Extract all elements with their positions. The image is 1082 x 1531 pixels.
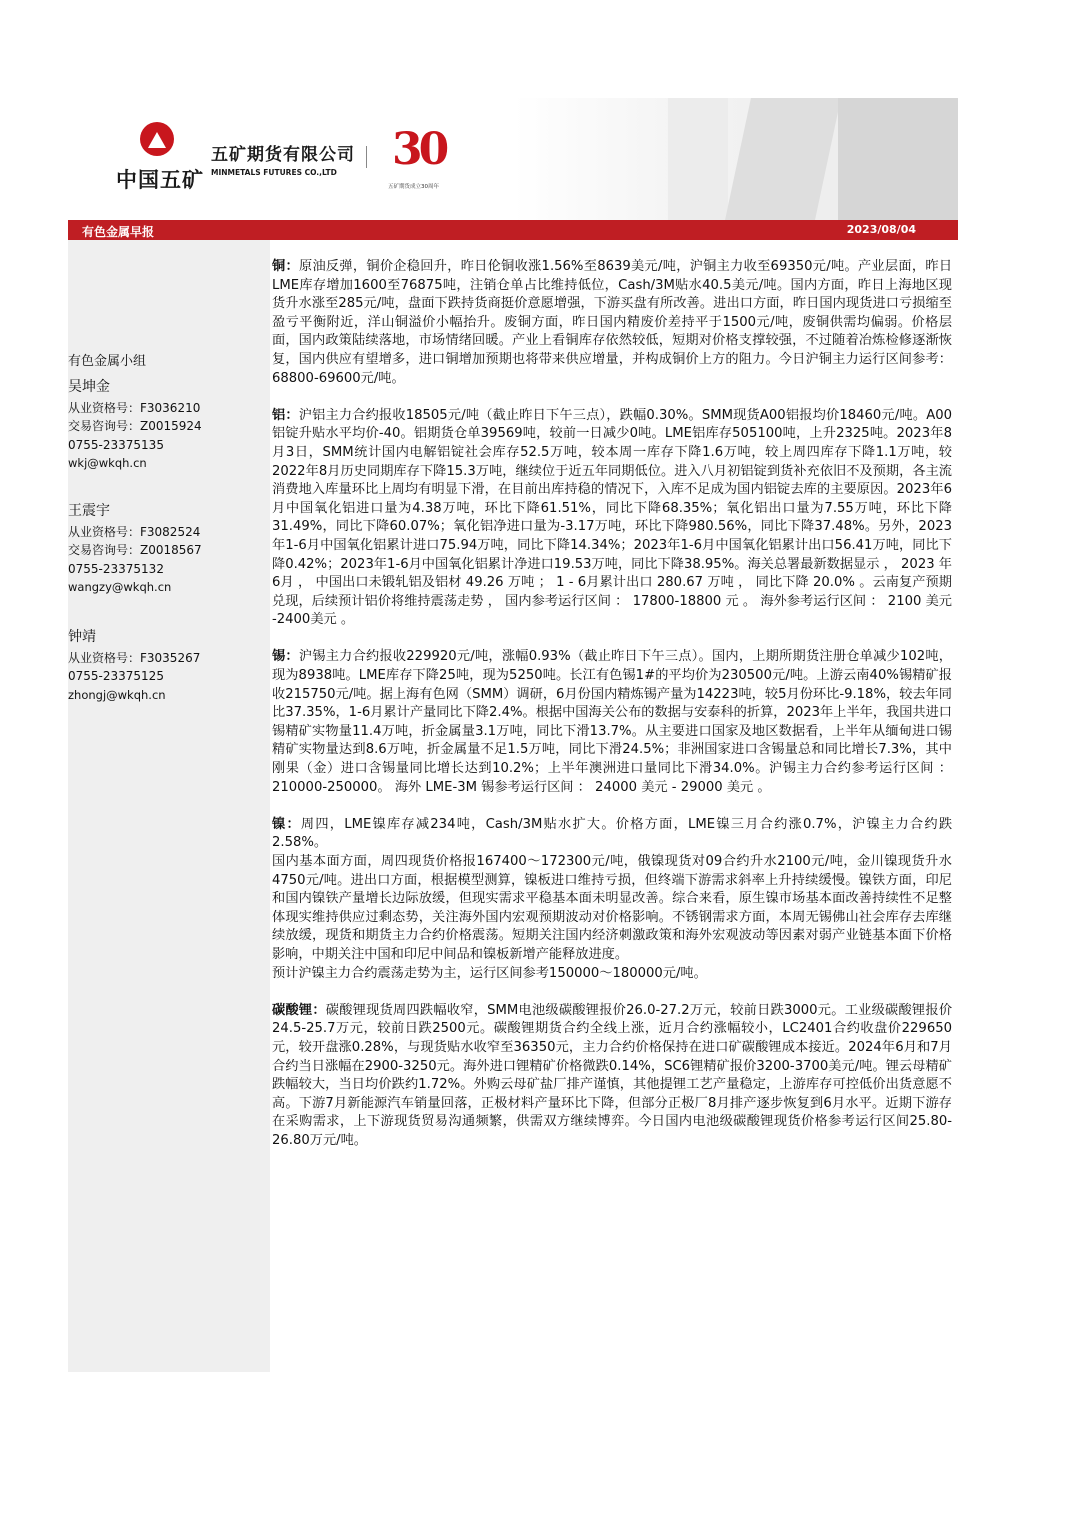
building-graphic [725, 98, 841, 220]
section-text: 预计沪镍主力合约震荡走势为主，运行区间参考150000～180000元/吨。 [272, 965, 707, 981]
analyst-phone: 0755-23375132 [68, 561, 164, 576]
section-heading: 碳酸锂： [272, 1002, 326, 1018]
analyst-name: 王震宇 [68, 503, 110, 519]
section-heading: 铝： [272, 407, 299, 423]
nickel-section [272, 816, 952, 983]
anniversary-logo [388, 120, 450, 200]
report-date: 2023/08/04 [846, 223, 916, 236]
section-text: 沪锡主力合约报收229920元/吨，涨幅0.93%（截止昨日下午三点）。国内，上期所期货注册仓单减少102吨，现为8938吨。LME库存下降25吨，现为5250吨。长江有色锡1#的平均价为230500元/吨。上游云南40%锡精矿报收215750元/吨。据上海有色网（SMM）调研，6月份国内精炼锡产量为14223吨，较5月份环比-9.18%，较去年同比37.35%，1-6月累计产量同比下降2.4%。根据中国海关公布的数据与安泰科的折算，2023年上半年，我国共进口锡精矿实物量11.4万吨，折金属量3.1万吨，同比下滑13.7%。从主要进口国家及地区数据看，上半年从缅甸进口锡精矿实物量达到8.6万吨，折金属量不足1.5万吨，同比下滑24.5%；非洲国家进口含锡量总和同比增长7.3%，其中刚果（金）进口含锡量同比增长达到10.2%；上半年澳洲进口量同比下滑34.0%。沪锡主力合约参考运行区间 ： 210000-250000。 海外 LME-3M 锡参考运行区间 ： 24000 美元 - 29000 美元 。 [272, 649, 952, 795]
report-header [68, 98, 958, 220]
analyst-email: zhongj@wkqh.cn [68, 687, 166, 702]
section-heading: 铜： [272, 259, 299, 274]
section-text: 原油反弹，铜价企稳回升，昨日伦铜收涨1.56%至8639美元/吨，沪铜主力收至69350元/吨。产业层面，昨日LME库存增加1600至76875吨，注销仓单占比维持低位，Cash/3M贴水40.5美元/吨。国内方面，昨日上海地区现货升水涨至285元/吨，盘面下跌持货商挺价意愿增强，下游买盘有所改善。进出口方面，昨日国内现货进口亏损缩至盈亏平衡附近，洋山铜溢价小幅抬升。废铜方面，昨日国内精废价差持平于1500元/吨，废铜供需均偏弱。价格层面，国内政策陆续落地，市场情绪回暖。产业上看铜库存依然较低，短期对价格支撑较强，不过随着冶炼检修逐渐恢复，国内供应有望增多，进口铜增加预期也将带来供应增量，并构成铜价上方的阻力。今日沪铜主力运行区间参考：68800-69600元/吨。 [272, 259, 953, 386]
section-heading: 锡： [272, 649, 299, 665]
analyst-sidebar [68, 240, 270, 1372]
analyst-phone: 0755-23375135 [68, 437, 164, 452]
building-graphic [668, 98, 728, 220]
report-title: 有色金属早报 [82, 225, 155, 239]
report-body [272, 258, 952, 1169]
section-text: 国内基本面方面，周四现货价格报167400～172300元/吨，俄镍现货对09合约升水2100元/吨，金川镍现货升水4750元/吨。进出口方面，根据模型测算，镍板进口维持亏损，但终端下游需求斜率上升持续缓慢。镍铁方面，印尼和国内镍铁产量增长边际放缓，但现实需求平稳基本面未明显改善。综合来看，原生镍市场基本面改善持续性不足整体现实维持供应过剩态势，关注海外国内宏观预期波动对价格影响。不锈钢需求方面，本周无锡佛山社会库存去库继续放缓，现货和期货主力合约价格震荡。短期关注国内经济刺激政策和海外宏观波动等因素对弱产业链基本面下价格影响，中期关注中国和印尼中间品和镍板新增产能释放进度。 [272, 854, 952, 962]
company-logo [211, 140, 355, 177]
analyst-card [68, 378, 202, 473]
analyst-name: 吴坤金 [68, 379, 110, 395]
analyst-qualification: 从业资格号：F3082524 [68, 524, 201, 539]
analyst-email: wkj@wkqh.cn [68, 456, 147, 470]
team-name: 有色金属小组 [68, 354, 147, 369]
section-text: 沪铝主力合约报收18505元/吨（截止昨日下午三点），跌幅0.30%。SMM现货A00铝报均价18460元/吨。A00铝锭升贴水平均价-40。铝期货仓单39569吨，较前一日减少0吨。LME铝库存505100吨，上升2325吨。2023年8月3日，SMM统计国内电解铝锭社会库存52.5万吨，较本周一库存下降1.6万吨，较上周四库存下降1.1万吨，较2022年8月历史同期库存下降15.3万吨，继续位于近五年同期低位。进入八月初铝锭到货补充依旧不及预期，各主流消费地入库量环比上周均有明显下滑，在目前出库持稳的情况下，入库不足成为国内铝锭去库的主要原因。2023年6月中国氧化铝进口量为4.38万吨，环比下降61.51%，同比下降68.35%；氧化铝出口量为7.55万吨，环比下降31.49%，同比下降60.07%；氧化铝净进口量为-3.17万吨，环比下降980.56%，同比下降37.48%。另外，2023年1-6月中国氧化铝累计进口75.94万吨，同比下降14.34%；2023年1-6月中国氧化铝累计出口56.41万吨，同比下降0.42%；2023年1-6月中国氧化铝累计净进口19.53万吨，同比下降38.95%。海关总署最新数据显示 ， 2023 年6月 ， 中国出口未锻轧铝及铝材 49.26 万吨 ； 1 - 6月累计出口 280.67 万吨 ， 同比下降 20.0% 。云南复产预期兑现，后续预计铝价将维持震荡走势 ， 国内参考运行区间 ： 17800-18800 元 。 海外参考运行区间 ： 2100 美元 -2400美元 。 [272, 407, 953, 628]
anniversary-number: 30 [392, 124, 446, 175]
analyst-investment-number: 交易咨询号：Z0018567 [68, 543, 202, 557]
report-title-bar [68, 220, 958, 240]
analyst-name: 钟靖 [68, 629, 96, 645]
analyst-investment-number: 交易咨询号：Z0015924 [68, 419, 202, 433]
lithium-carbonate-section [272, 1002, 952, 1151]
anniversary-caption: 五矿期货成立30周年 [388, 184, 439, 190]
analyst-qualification: 从业资格号：F3036210 [68, 400, 201, 415]
analyst-phone: 0755-23375125 [68, 669, 164, 683]
group-logo-text: 中国五矿 [116, 168, 204, 192]
company-name-en: MINMETALS FUTURES CO.,LTD [211, 168, 337, 177]
section-heading: 镍： [272, 816, 301, 832]
section-text: 周四，LME镍库存减234吨，Cash/3M贴水扩大。价格方面，LME镍三月合约涨0.7%，沪镍主力合约跌2.58%。 [272, 816, 953, 851]
analyst-email: wangzy@wkqh.cn [68, 580, 172, 594]
logo-divider [366, 146, 367, 168]
section-text: 碳酸锂现货周四跌幅收窄，SMM电池级碳酸锂报价26.0-27.2万元，较前日跌3000元。工业级碳酸锂报价24.5-25.7万元，较前日跌2500元。碳酸锂期货合约全线上涨，近月合约涨幅较小，LC2401合约收盘价229650元，较开盘涨0.28%，与现货贴水收窄至36350元，主力合约价格保持在进口矿碳酸锂成本接近。2024年6月和7月合约当日涨幅在2900-3250元。海外进口锂精矿价格微跌0.14%，SC6锂精矿报价3200-3700美元/吨。锂云母精矿跌幅较大，当日均价跌约1.72%。外购云母矿盐厂排产谨慎，其他提锂工艺产量稳定，上游库存可控低价出货意愿不高。下游7月新能源汽车销量回落，正极材料产量环比下降，但部分正极厂8月排产逐步恢复到6月水平。近期下游存在采购需求，上下游现货贸易沟通频繁，供需双方继续博弈。今日国内电池级碳酸锂现货价格参考运行区间25.80-26.80万元/吨。 [272, 1002, 953, 1148]
aluminum-section [272, 407, 952, 630]
analyst-card [68, 502, 202, 597]
copper-section [272, 258, 952, 388]
building-graphic [838, 98, 958, 220]
analyst-qualification: 从业资格号：F3035267 [68, 650, 201, 665]
minmetals-group-logo [110, 118, 204, 198]
company-name: 五矿期货有限公司 [211, 145, 355, 165]
tin-section [272, 648, 952, 797]
minmetals-emblem-icon [140, 122, 174, 156]
analyst-card [68, 628, 200, 704]
